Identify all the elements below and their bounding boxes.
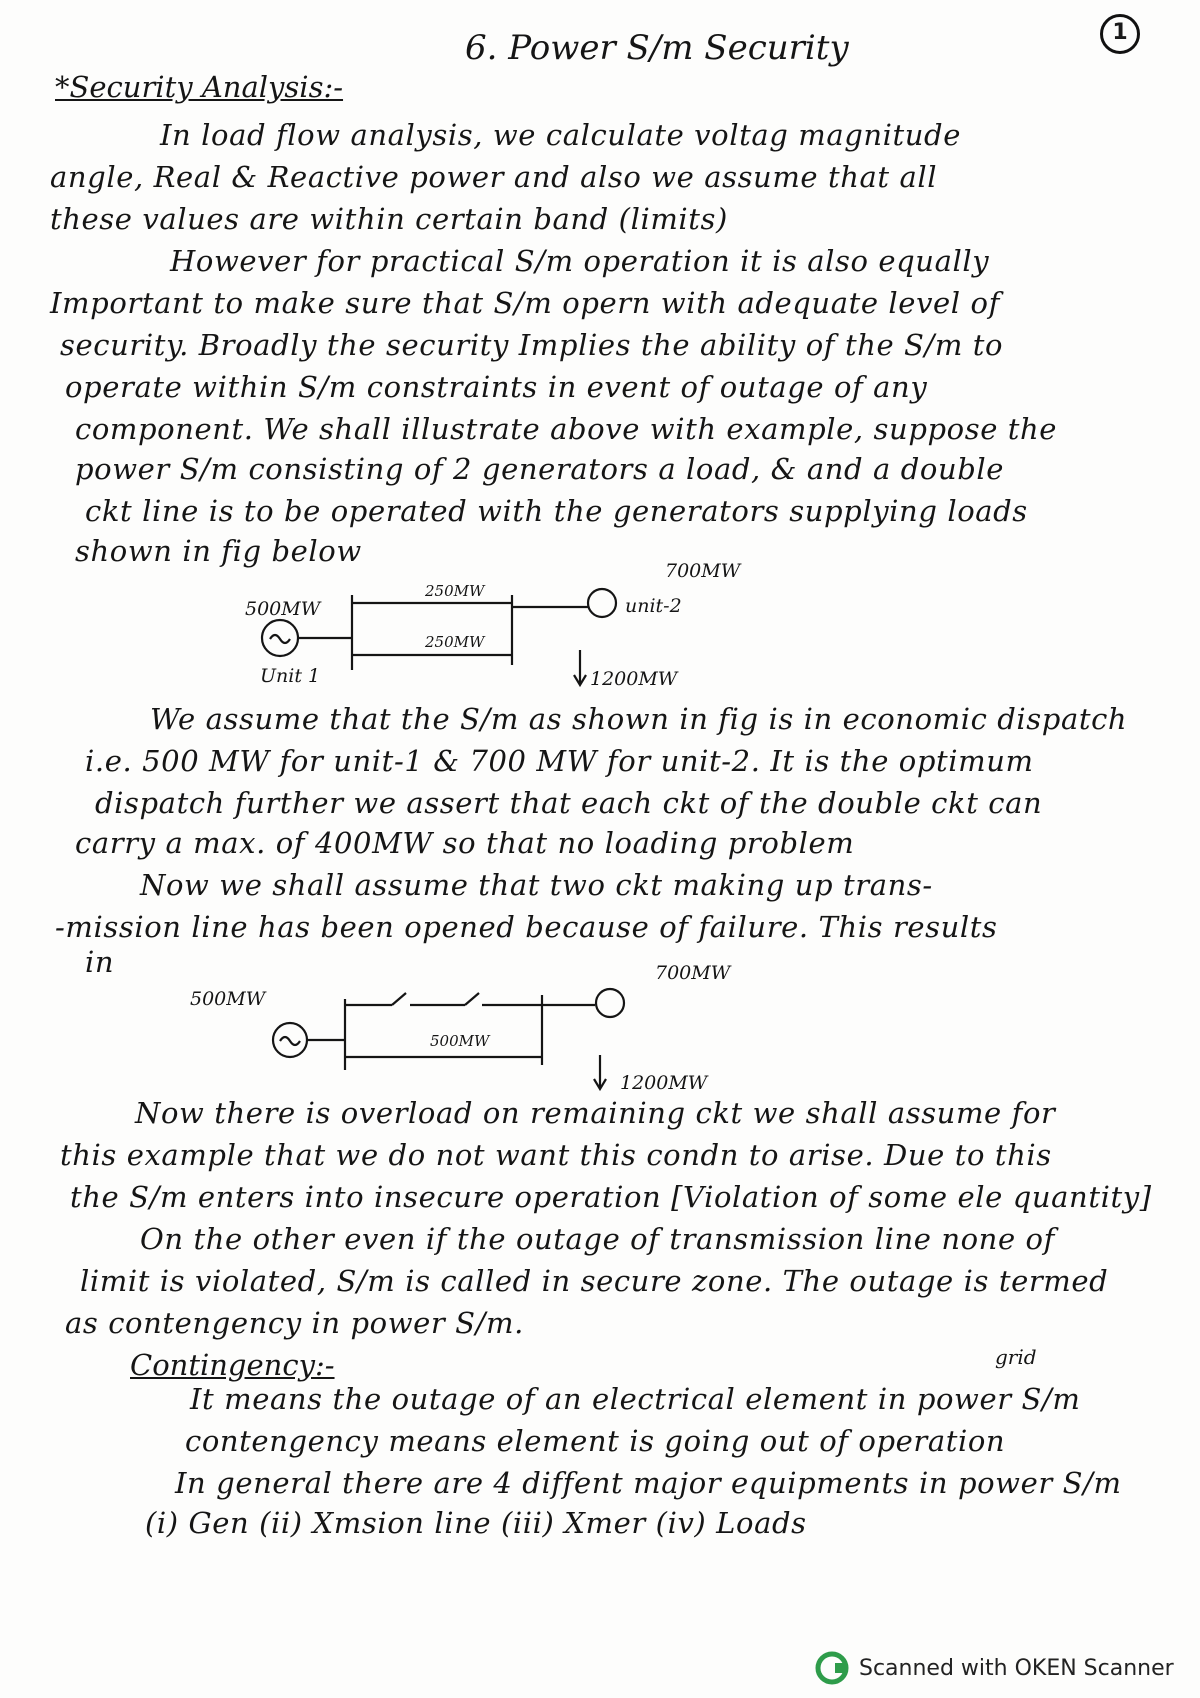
- gen1-name-label: Unit 1: [260, 665, 321, 687]
- load-label: 1200MW: [620, 1072, 708, 1094]
- scanner-logo-icon: [815, 1651, 849, 1685]
- text-line: as contengency in power S/m.: [65, 1306, 524, 1340]
- text-line: contengency means element is going out of operation: [185, 1424, 1006, 1458]
- open-breaker-1: [392, 993, 406, 1005]
- text-line: angle, Real & Reactive power and also we assume that all: [50, 160, 938, 194]
- text-line: dispatch further we assert that each ckt of the double ckt can: [95, 786, 1043, 820]
- text-line: In load flow analysis, we calculate voltag magnitude: [160, 118, 961, 152]
- page-number: 1: [1100, 14, 1140, 54]
- load-label: 1200MW: [590, 668, 678, 690]
- text-line: i.e. 500 MW for unit-1 & 700 MW for unit-2. It is the optimum: [85, 744, 1034, 778]
- text-line: these values are within certain band (limits): [50, 202, 728, 236]
- text-line: power S/m consisting of 2 generators a load, & and a double: [75, 452, 1005, 486]
- text-line: Now there is overload on remaining ckt we shall assume for: [135, 1096, 1056, 1130]
- text-line: Now we shall assume that two ckt making up trans-: [140, 868, 933, 902]
- open-breaker-2: [465, 993, 479, 1005]
- text-line: shown in fig below: [75, 534, 362, 568]
- text-line: -mission line has been opened because of failure. This results: [55, 910, 998, 944]
- text-line: We assume that the S/m as shown in fig is in economic dispatch: [150, 702, 1128, 736]
- sine-icon: [270, 635, 290, 643]
- gen2-power-label: 700MW: [655, 962, 731, 984]
- text-line: the S/m enters into insecure operation [Violation of some ele quantity]: [70, 1180, 1152, 1214]
- line-top-flow-label: 250MW: [425, 582, 485, 600]
- text-line: carry a max. of 400MW so that no loading problem: [75, 826, 855, 860]
- text-line: this example that we do not want this condn to arise. Due to this: [60, 1138, 1052, 1172]
- text-line: (i) Gen (ii) Xmsion line (iii) Xmer (iv) Loads: [145, 1506, 807, 1540]
- generator-unit2-icon: [596, 989, 624, 1017]
- generator-unit2-icon: [588, 589, 616, 617]
- line-flow-label: 500MW: [430, 1032, 490, 1050]
- scanner-watermark: [815, 1648, 1174, 1688]
- text-line: limit is violated, S/m is called in secure zone. The outage is termed: [80, 1264, 1109, 1298]
- text-line: component. We shall illustrate above with example, suppose the: [75, 412, 1058, 446]
- gen1-power-label: 500MW: [190, 988, 266, 1010]
- contingency-heading: Contingency:-: [130, 1348, 335, 1382]
- scanner-text: Scanned with OKEN Scanner: [859, 1655, 1174, 1681]
- gen2-name-label: unit-2: [625, 595, 682, 617]
- text-line: security. Broadly the security Implies the ability of the S/m to: [60, 328, 1004, 362]
- text-line: in: [85, 945, 115, 979]
- text-line: operate within S/m constraints in event of outage of any: [65, 370, 928, 404]
- gen1-power-label: 500MW: [245, 598, 321, 620]
- text-line: However for practical S/m operation it is also equally: [170, 244, 990, 278]
- text-line: Important to make sure that S/m opern with adequate level of: [50, 286, 1000, 320]
- security-analysis-heading: *Security Analysis:-: [55, 70, 344, 104]
- text-line: ckt line is to be operated with the generators supplying loads: [85, 494, 1028, 528]
- gen2-power-label: 700MW: [665, 560, 741, 582]
- page-title: 6. Power S/m Security: [465, 28, 849, 68]
- line-bottom-flow-label: 250MW: [425, 633, 485, 651]
- text-line: In general there are 4 diffent major equipments in power S/m: [175, 1466, 1122, 1500]
- grid-note: grid: [995, 1345, 1037, 1369]
- text-line: On the other even if the outage of transmission line none of: [140, 1222, 1055, 1256]
- text-line: It means the outage of an electrical element in power S/m: [190, 1382, 1081, 1416]
